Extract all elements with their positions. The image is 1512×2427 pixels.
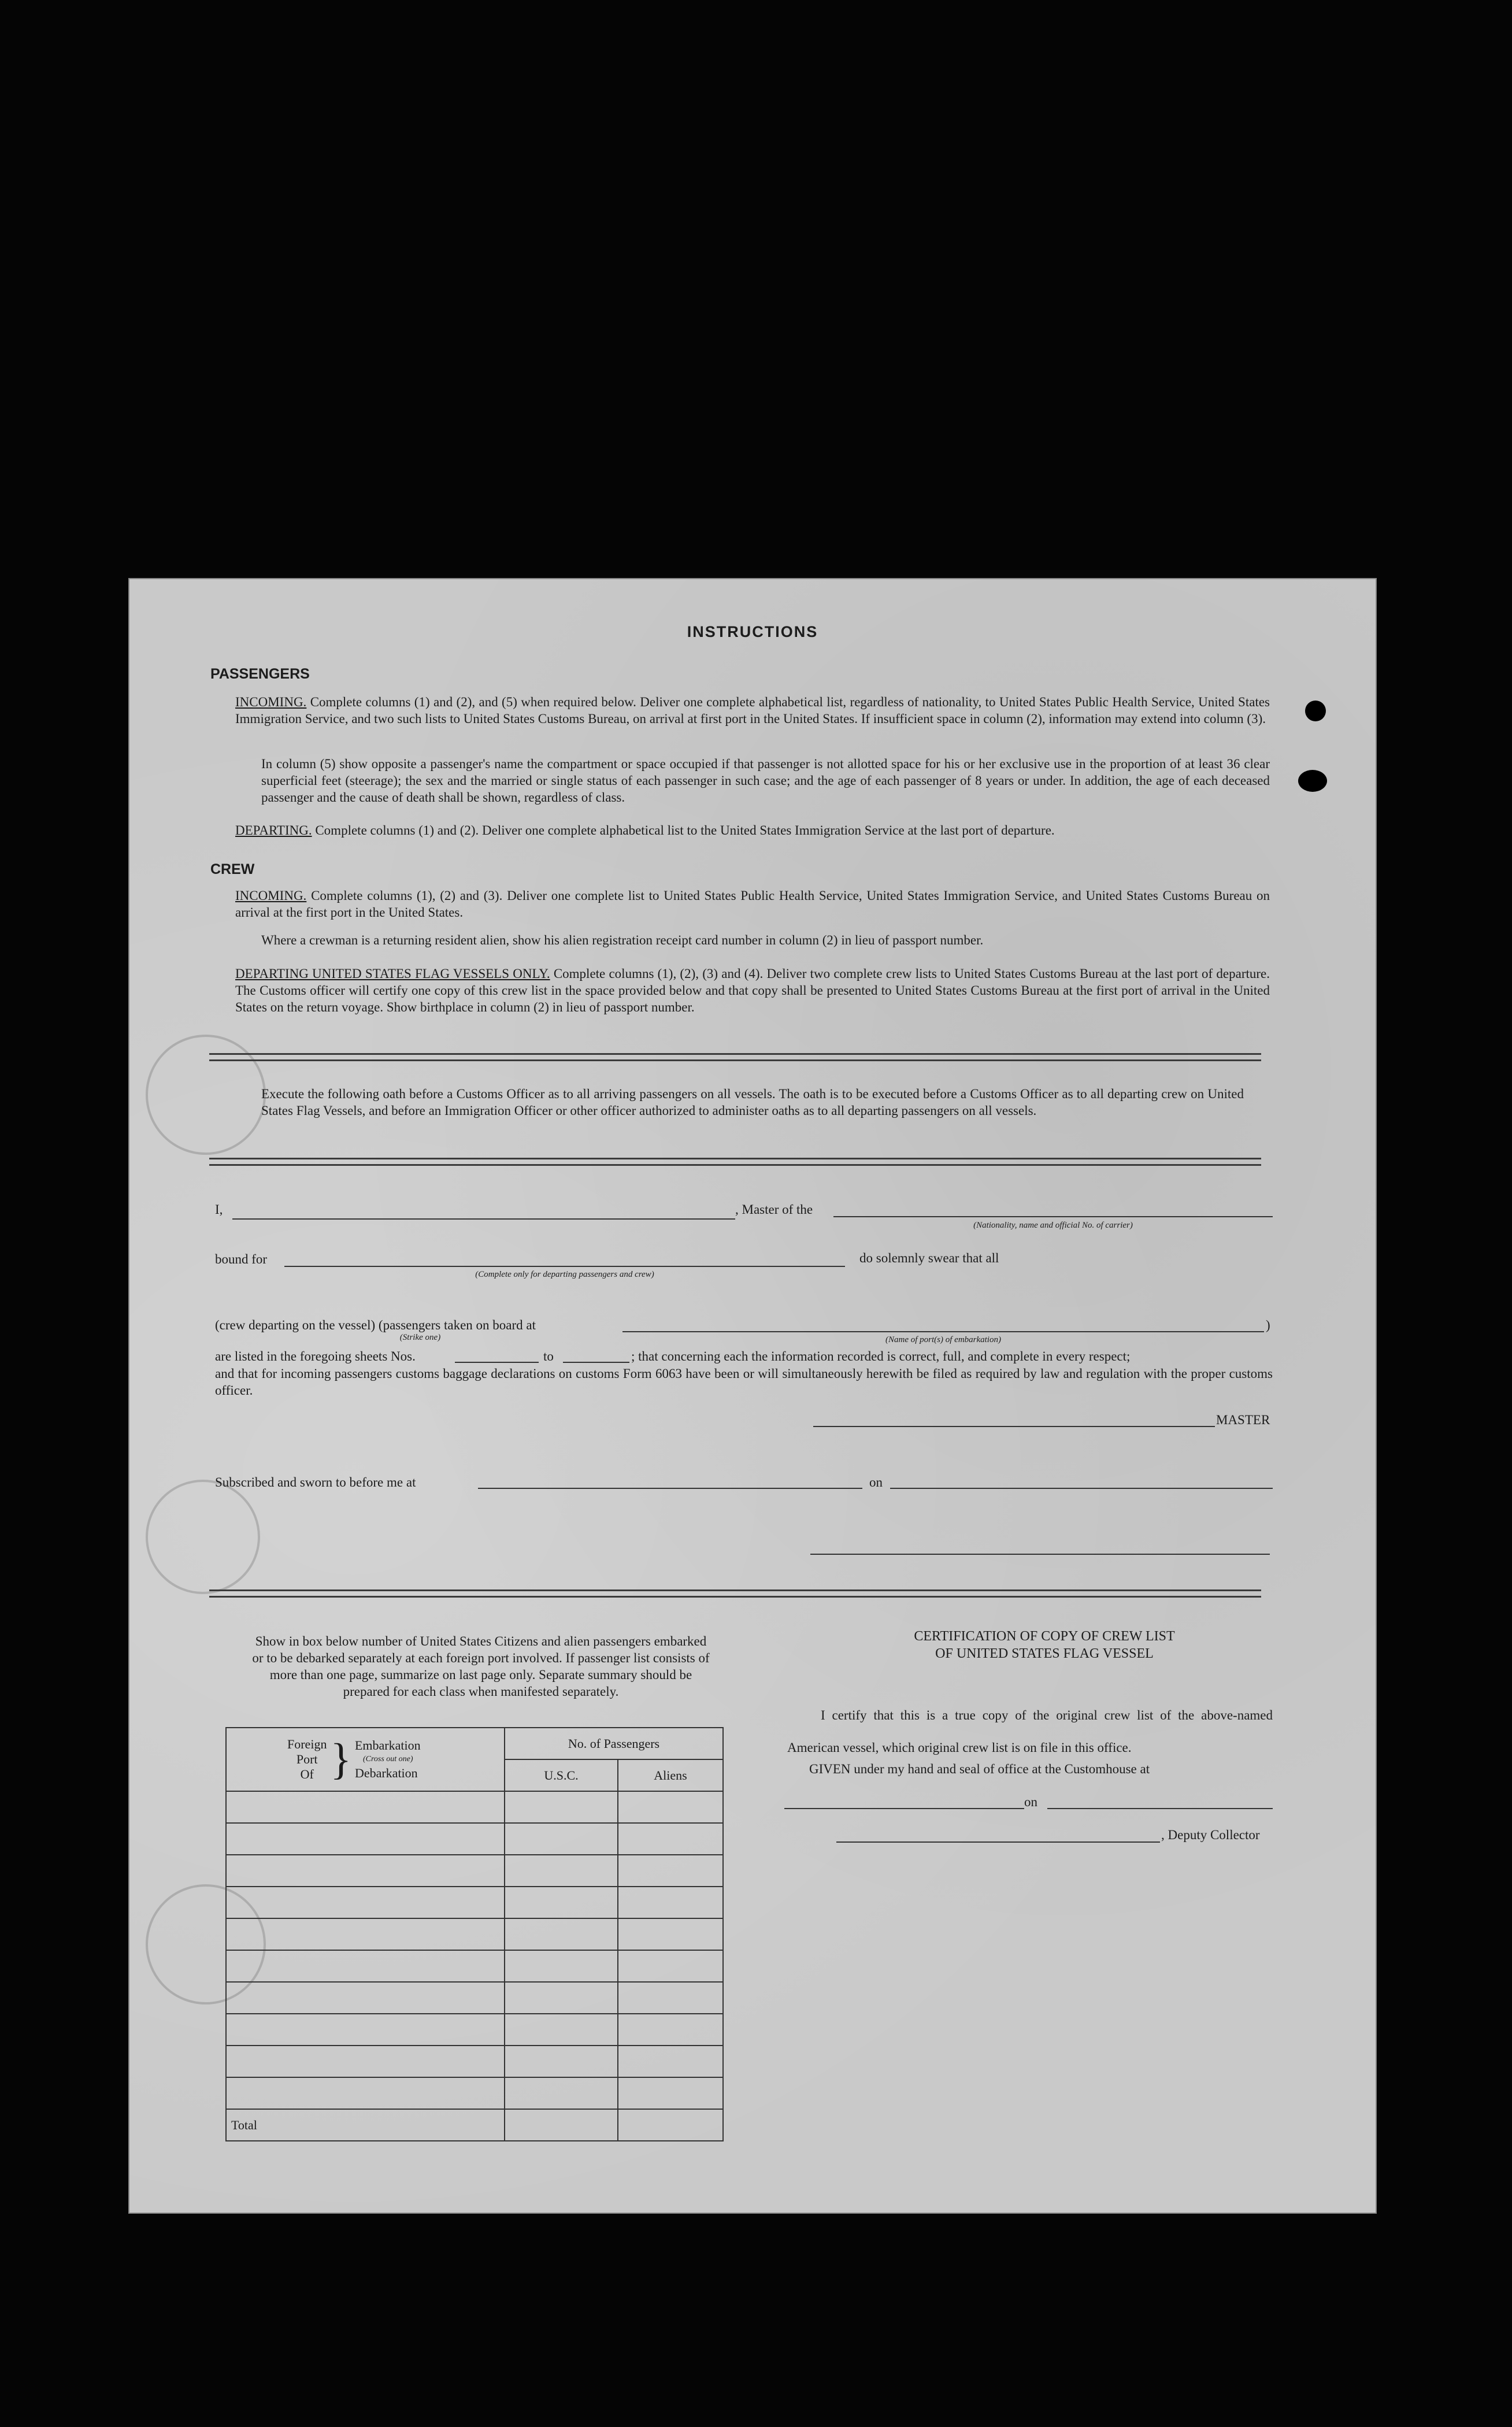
no-of-passengers-header: No. of Passengers	[505, 1728, 723, 1759]
deputy-collector-label: , Deputy Collector	[1161, 1828, 1260, 1842]
aliens-cell[interactable]	[618, 1855, 723, 1887]
port-cell[interactable]	[226, 1918, 505, 1950]
port-cell[interactable]	[226, 2077, 505, 2109]
usc-cell[interactable]	[505, 2077, 618, 2109]
usc-cell[interactable]	[505, 1823, 618, 1855]
port-cell[interactable]	[226, 1855, 505, 1887]
oath-instruction: Execute the following oath before a Customs Officer as to all arriving passengers on all vessels. The oath is to be executed before a Customs Officer as to all departing crew on United States Flag Vessels, and before an Immigration Officer or other officer authorized to administer oaths as to all departing passengers on all vessels.	[261, 1087, 1244, 1118]
table-row[interactable]	[226, 1791, 723, 1823]
passengers-departing	[235, 822, 1270, 839]
table-row[interactable]	[226, 2077, 723, 2109]
bound-for-field[interactable]	[284, 1266, 845, 1267]
crew-departing-label: (crew departing on the vessel) (passengers taken on board at	[215, 1318, 536, 1332]
certification-heading	[813, 1628, 1276, 1662]
usc-cell[interactable]	[505, 1950, 618, 1982]
table-row[interactable]	[226, 1887, 723, 1918]
sheets-prefix: are listed in the foregoing sheets Nos.	[215, 1349, 416, 1363]
master-of-label: , Master of the	[735, 1202, 813, 1217]
table-row[interactable]	[226, 1982, 723, 2014]
brace-icon: }	[330, 1735, 351, 1784]
cross-out-label: (Cross out one)	[362, 1755, 413, 1763]
divider	[209, 1053, 1261, 1061]
aliens-cell[interactable]	[618, 2077, 723, 2109]
bleed-through-stamp	[146, 1480, 260, 1594]
aliens-header: Aliens	[618, 1759, 723, 1791]
certification-heading-line2: OF UNITED STATES FLAG VESSEL	[935, 1646, 1154, 1661]
ports-caption: (Name of port(s) of embarkation)	[885, 1335, 1001, 1344]
swear-label: do solemnly swear that all	[859, 1251, 999, 1265]
crew-departing-label: DEPARTING UNITED STATES FLAG VESSELS ONLY.	[235, 966, 550, 981]
close-paren: )	[1266, 1318, 1270, 1332]
passengers-heading: PASSENGERS	[210, 666, 310, 682]
crew-heading: CREW	[210, 861, 255, 877]
total-label: Total	[226, 2109, 505, 2141]
subscribed-label: Subscribed and sworn to before me at	[215, 1475, 416, 1489]
of-label: Of	[300, 1767, 314, 1781]
crew-resident-alien: Where a crewman is a returning resident alien, show his alien registration receipt card number in column (2) in lieu of passport number.	[261, 933, 984, 947]
subscribed-on-label: on	[869, 1475, 883, 1489]
port-cell[interactable]	[226, 1887, 505, 1918]
crew-incoming	[235, 887, 1270, 921]
aliens-cell[interactable]	[618, 2046, 723, 2077]
usc-cell[interactable]	[505, 2046, 618, 2077]
table-row[interactable]	[226, 1855, 723, 1887]
usc-header: U.S.C.	[505, 1759, 618, 1791]
aliens-cell[interactable]	[618, 1950, 723, 1982]
aliens-cell[interactable]	[618, 1791, 723, 1823]
usc-cell[interactable]	[505, 1982, 618, 2014]
crew-departing	[235, 965, 1270, 1016]
debarkation-label: Debarkation	[354, 1766, 418, 1780]
carrier-caption: (Nationality, name and official No. of carrier)	[973, 1221, 1133, 1230]
passengers-incoming-text: Complete columns (1) and (2), and (5) when required below. Deliver one complete alphabetical list, regardless of nationality, to United States Public Health Service, United States Immigration Service, and two such lists to United States Customs Bureau, on arrival at first port in the United States. If insufficient space in column (2), information may extend into column (3).	[235, 695, 1270, 726]
aliens-cell[interactable]	[618, 2014, 723, 2046]
summary-instruction: Show in box below number of United States Citizens and alien passengers embarked or to be debarked separately at each foreign port involved. If passenger list consists of more than one page, summarize on last page only. Separate summary should be prepared for each class when manifested separately.	[252, 1634, 710, 1699]
punch-hole	[1305, 701, 1326, 721]
passengers-column5: In column (5) show opposite a passenger's name the compartment or space occupied if that passenger is not allotted space for his or her exclusive use in the proportion of at least 36 clear superficial feet (steerage); the sex and the married or single status of each passenger in such case; and the age of each passenger of 8 years or under. In addition, the age of each deceased passenger and the cause of death shall be shown, regardless of class.	[261, 757, 1270, 805]
aliens-cell[interactable]	[618, 1887, 723, 1918]
crew-departing-text: Complete columns (1), (2), (3) and (4). Deliver two complete crew lists to United States Customs Bureau at the last port of departure. The Customs officer will certify one copy of this crew list in the space provided below and that copy shall be presented to United States Customs Bureau at the first port of arrival in the United States on the return voyage. Show birthplace in column (2) in lieu of passport number.	[235, 966, 1270, 1014]
sheet-to-field[interactable]	[563, 1362, 629, 1363]
port-cell[interactable]	[226, 2014, 505, 2046]
bound-for-caption: (Complete only for departing passengers and crew)	[475, 1270, 654, 1279]
divider	[209, 1589, 1261, 1598]
table-row[interactable]	[226, 2014, 723, 2046]
usc-total-cell[interactable]	[505, 2109, 618, 2141]
port-cell[interactable]	[226, 1823, 505, 1855]
certification-date-field[interactable]	[1047, 1808, 1273, 1809]
usc-cell[interactable]	[505, 1791, 618, 1823]
divider	[209, 1158, 1261, 1166]
officer-signature-field[interactable]	[810, 1554, 1270, 1555]
passengers-incoming	[235, 694, 1270, 727]
aliens-cell[interactable]	[618, 1982, 723, 2014]
aliens-cell[interactable]	[618, 1823, 723, 1855]
certification-heading-line1: CERTIFICATION OF COPY OF CREW LIST	[914, 1629, 1175, 1644]
bound-for-label: bound for	[215, 1252, 268, 1266]
port-cell[interactable]	[226, 2046, 505, 2077]
port-header-cell	[226, 1728, 505, 1791]
total-row[interactable]	[226, 2109, 723, 2141]
master-signature-field[interactable]	[813, 1426, 1215, 1427]
sheets-suffix: ; that concerning each the information recorded is correct, full, and complete in every respect;	[631, 1349, 1131, 1363]
page-title: INSTRUCTIONS	[687, 623, 818, 640]
usc-cell[interactable]	[505, 1918, 618, 1950]
passengers-departing-label: DEPARTING.	[235, 823, 312, 838]
sheet-from-field[interactable]	[455, 1362, 539, 1363]
passengers-incoming-label: INCOMING.	[235, 695, 307, 709]
strike-one-caption: (Strike one)	[399, 1333, 441, 1342]
embarkation-label: Embarkation	[354, 1738, 421, 1752]
master-label: MASTER	[1216, 1413, 1270, 1427]
port-cell[interactable]	[226, 1982, 505, 2014]
customhouse-place-field[interactable]	[784, 1808, 1024, 1809]
port-cell[interactable]	[226, 1950, 505, 1982]
foreign-label: Foreign	[287, 1737, 327, 1751]
table-row[interactable]	[226, 2046, 723, 2077]
passenger-summary-table	[225, 1727, 724, 2141]
oath-i-label: I,	[215, 1202, 223, 1217]
crew-incoming-text: Complete columns (1), (2) and (3). Deliver one complete list to United States Public Health Service, United States Immigration Service, and United States Customs Bureau on arrival at the first port in the United States.	[235, 888, 1270, 920]
certify-text: I certify that this is a true copy of the original crew list of the above-named American vessel, which original crew list is on file in this office.	[787, 1708, 1273, 1755]
usc-cell[interactable]	[505, 1887, 618, 1918]
port-label: Port	[296, 1752, 318, 1766]
form-page	[128, 578, 1377, 2214]
subscribed-place-field[interactable]	[478, 1488, 862, 1489]
deputy-signature-field[interactable]	[836, 1841, 1160, 1843]
aliens-total-cell[interactable]	[618, 2109, 723, 2141]
passengers-departing-text: Complete columns (1) and (2). Deliver one complete alphabetical list to the United States Immigration Service at the last port of departure.	[315, 823, 1055, 838]
aliens-cell[interactable]	[618, 1918, 723, 1950]
table-row[interactable]	[226, 1823, 723, 1855]
baggage-text: and that for incoming passengers customs baggage declarations on customs Form 6063 have been or will simultaneously herewith be filed as required by law and regulation with the proper customs officer.	[215, 1366, 1273, 1398]
crew-incoming-label: INCOMING.	[235, 888, 307, 903]
table-row[interactable]	[226, 1950, 723, 1982]
subscribed-date-field[interactable]	[890, 1488, 1273, 1489]
embarkation-ports-field[interactable]	[622, 1331, 1264, 1332]
port-cell[interactable]	[226, 1791, 505, 1823]
certification-on-label: on	[1024, 1795, 1037, 1809]
punch-hole	[1298, 770, 1327, 792]
carrier-field[interactable]	[833, 1216, 1273, 1217]
usc-cell[interactable]	[505, 2014, 618, 2046]
master-name-field[interactable]	[232, 1218, 735, 1220]
sheets-to: to	[543, 1349, 554, 1363]
usc-cell[interactable]	[505, 1855, 618, 1887]
given-text: GIVEN under my hand and seal of office at the Customhouse at	[809, 1762, 1150, 1776]
table-row[interactable]	[226, 1918, 723, 1950]
